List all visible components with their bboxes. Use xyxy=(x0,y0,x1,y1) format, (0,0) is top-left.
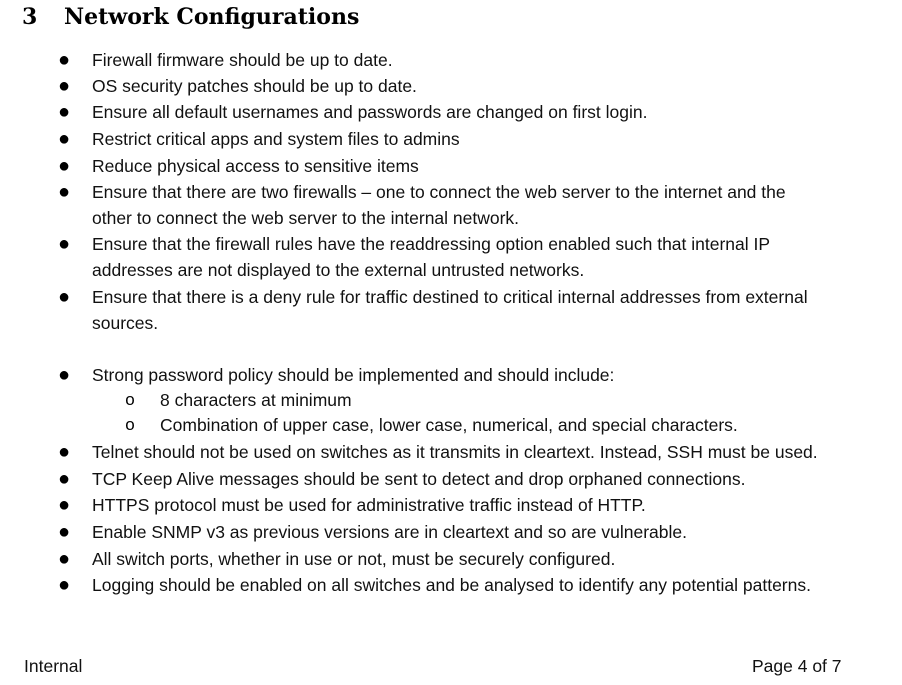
bullet-icon: ● xyxy=(58,468,71,490)
bullet-icon: ● xyxy=(58,128,71,150)
section-heading xyxy=(22,4,359,30)
bullet-icon: ● xyxy=(58,49,71,71)
bullet-icon: ● xyxy=(58,494,71,516)
bullet-icon: ● xyxy=(58,75,71,97)
list-item-text-line1: Ensure that there is a deny rule for traffic destined to critical internal addresses from external xyxy=(92,287,808,307)
section-title: Network Configurations xyxy=(64,4,360,30)
footer-page-number: Page 4 of 7 xyxy=(752,656,842,676)
bullet-icon: ● xyxy=(58,286,71,308)
list-item-text-line1: Ensure that the firewall rules have the readdressing option enabled such that internal IP xyxy=(92,234,771,254)
bullet-icon: ● xyxy=(58,233,71,255)
list-item-text: Firewall firmware should be up to date. xyxy=(92,50,393,70)
bullet-icon: ● xyxy=(58,101,71,123)
list-item-text: Logging should be enabled on all switches and be analysed to identify any potential patterns. xyxy=(92,575,811,595)
list-item-text: OS security patches should be up to date. xyxy=(92,76,417,96)
list-item-text: Telnet should not be used on switches as it transmits in cleartext. Instead, SSH must be used. xyxy=(92,442,818,462)
sub-list-item-text: 8 characters at minimum xyxy=(160,390,352,410)
list-item-text-line1: Ensure that there are two firewalls – one to connect the web server to the internet and the xyxy=(92,182,786,202)
bullet-icon: ● xyxy=(58,441,71,463)
sub-bullet-icon: o xyxy=(125,415,135,434)
bullet-icon: ● xyxy=(58,181,71,203)
sub-bullet-icon: o xyxy=(125,390,135,409)
list-item-text-line2: sources. xyxy=(92,313,159,333)
list-item-text: Ensure all default usernames and passwords are changed on first login. xyxy=(92,102,648,122)
list-item-text: Enable SNMP v3 as previous versions are in cleartext and so are vulnerable. xyxy=(92,522,687,542)
bullet-icon: ● xyxy=(58,574,71,596)
list-item-text: All switch ports, whether in use or not, must be securely configured. xyxy=(92,549,616,569)
list-item-text: Restrict critical apps and system files to admins xyxy=(92,129,460,149)
sub-list-item-text: Combination of upper case, lower case, numerical, and special characters. xyxy=(160,415,738,435)
list-item-text: Strong password policy should be implemented and should include: xyxy=(92,365,615,385)
list-item-text-line2: other to connect the web server to the internal network. xyxy=(92,208,520,228)
bullet-icon: ● xyxy=(58,548,71,570)
list-item-text-line2: addresses are not displayed to the external untrusted networks. xyxy=(92,260,585,280)
bullet-icon: ● xyxy=(58,155,71,177)
list-item-text: Reduce physical access to sensitive items xyxy=(92,156,419,176)
bullet-icon: ● xyxy=(58,364,71,386)
bullet-icon: ● xyxy=(58,521,71,543)
list-item-text: HTTPS protocol must be used for administrative traffic instead of HTTP. xyxy=(92,495,646,515)
footer-classification: Internal xyxy=(24,656,83,676)
section-number: 3 xyxy=(22,4,38,30)
list-item-text: TCP Keep Alive messages should be sent to detect and drop orphaned connections. xyxy=(92,469,746,489)
